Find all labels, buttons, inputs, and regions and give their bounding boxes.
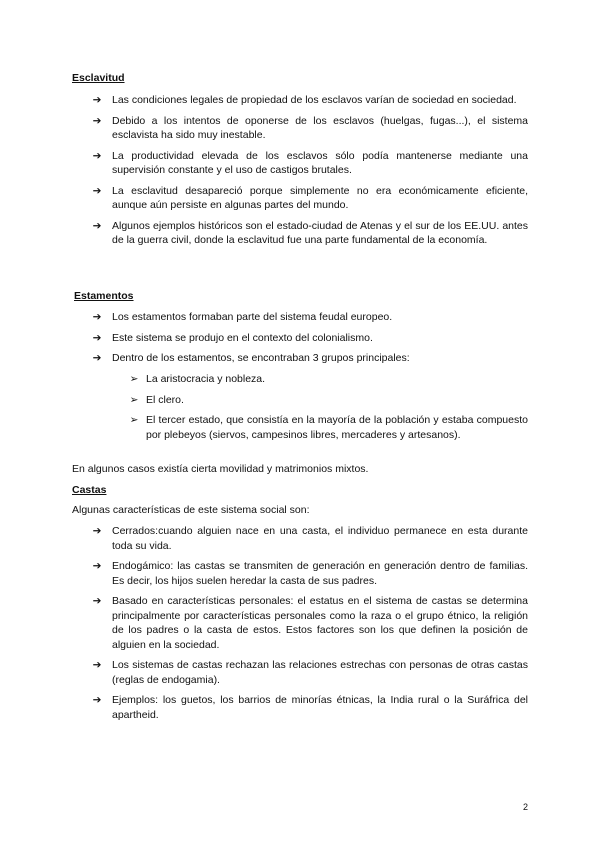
note-estamentos: En algunos casos existía cierta movilidad y matrimonios mixtos.: [72, 463, 369, 475]
list-item: ➔ La esclavitud desapareció porque simplemente no era económicamente eficiente, aunque aún persiste en algunas partes del mundo.: [88, 184, 528, 213]
list-item: ➢ El clero.: [126, 393, 528, 408]
page-number: 2: [522, 802, 528, 812]
arrowhead-icon: ➢: [129, 393, 139, 406]
list-item: ➢ La aristocracia y nobleza.: [126, 372, 528, 387]
list-item: ➔ Los estamentos formaban parte del sistema feudal europeo.: [88, 310, 528, 325]
arrow-icon: ➔: [92, 560, 102, 572]
arrow-icon: ➔: [92, 525, 102, 537]
arrow-icon: ➔: [92, 149, 102, 162]
list-item: ➔ Endogámico: las castas se transmiten de generación en generación dentro de familias. Es decir, los hijos suelen heredar la casta de sus padres.: [88, 559, 528, 588]
list-esclavitud: [88, 93, 528, 254]
list-item: ➔ Debido a los intentos de oponerse de los esclavos (huelgas, fugas...), el sistema esclavista ha sido muy inestable.: [88, 114, 528, 143]
list-item: ➔ Algunos ejemplos históricos son el estado-ciudad de Atenas y el sur de los EE.UU. antes de la guerra civil, donde la esclavitud fue una parte fundamental de la economía.: [88, 219, 528, 248]
list-item: ➔ Cerrados:cuando alguien nace en una casta, el individuo permanece en esta durante toda su vida.: [88, 524, 528, 553]
list-item: ➔ Las condiciones legales de propiedad de los esclavos varían de sociedad en sociedad.: [88, 93, 528, 108]
heading-esclavitud: Esclavitud: [72, 72, 125, 84]
list-item: ➢ El tercer estado, que consistía en la mayoría de la población y estaba compuesto por plebeyos (siervos, campesinos libres, mercaderes y artesanos).: [126, 413, 528, 442]
arrow-icon: ➔: [92, 311, 102, 323]
arrow-icon: ➔: [92, 352, 102, 364]
arrow-icon: ➔: [92, 114, 102, 127]
arrowhead-icon: ➢: [129, 373, 139, 385]
arrow-icon: ➔: [92, 331, 102, 344]
list-castas: [88, 524, 528, 728]
heading-castas: Castas: [72, 484, 107, 496]
list-item: ➔ Dentro de los estamentos, se encontraban 3 grupos principales:: [88, 351, 528, 366]
intro-castas: Algunas características de este sistema social son:: [72, 504, 310, 516]
list-item: ➔ La productividad elevada de los esclavos sólo podía mantenerse mediante una supervisión constante y el uso de castigos brutales.: [88, 149, 528, 178]
list-item: ➔ Los sistemas de castas rechazan las relaciones estrechas con personas de otras castas (reglas de endogamia).: [88, 658, 528, 687]
arrowhead-icon: ➢: [129, 414, 139, 426]
list-item: ➔ Este sistema se produjo en el contexto del colonialismo.: [88, 331, 528, 346]
arrow-icon: ➔: [92, 595, 102, 607]
list-item: ➔ Basado en características personales: el estatus en el sistema de castas se determina principalmente por características personales como la raza o el grupo étnico, la religión de los padres o la casta de estos. Estos factores son los que definen la posición de alguien en la sociedad.: [88, 594, 528, 652]
arrow-icon: ➔: [92, 694, 102, 706]
arrow-icon: ➔: [92, 184, 102, 197]
sublist-estamentos: [126, 372, 528, 448]
heading-estamentos: Estamentos: [74, 290, 134, 302]
arrow-icon: ➔: [92, 94, 102, 106]
arrow-icon: ➔: [92, 659, 102, 671]
arrow-icon: ➔: [92, 219, 102, 232]
list-item: ➔ Ejemplos: los guetos, los barrios de minorías étnicas, la India rural o la Suráfrica del apartheid.: [88, 693, 528, 722]
list-estamentos: [88, 310, 528, 372]
